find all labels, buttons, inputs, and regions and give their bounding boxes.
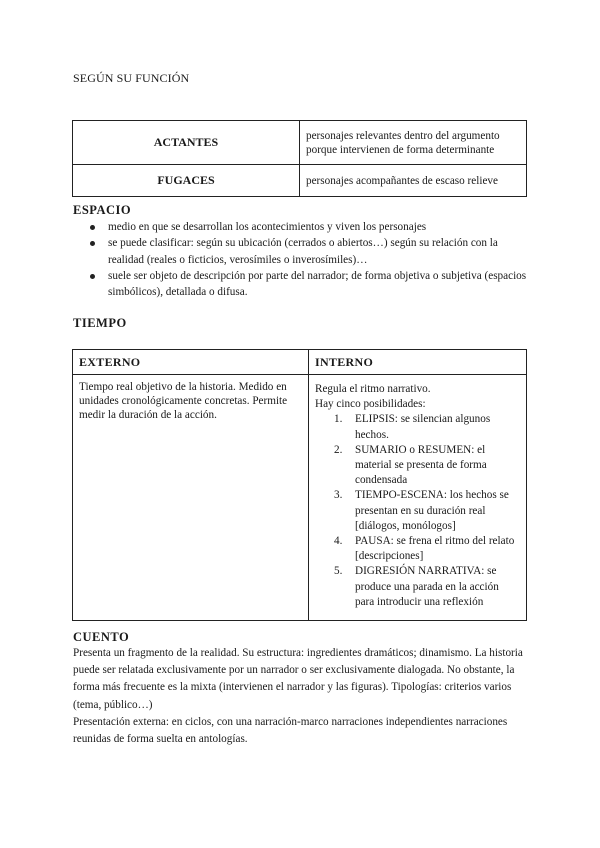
tiempo-heading: TIEMPO — [73, 316, 127, 330]
bullet-text: suele ser objeto de descripción por parte del narrador; de forma objetiva o subjetiva (espacios simbólicos), detallada o difusa. — [108, 269, 527, 299]
list-number: 4. — [334, 535, 343, 548]
column-header-externo: EXTERNO — [73, 350, 309, 375]
list-number: 5. — [334, 565, 343, 578]
column-header-interno: INTERNO — [309, 350, 527, 375]
bullet-icon — [90, 225, 95, 230]
list-item — [334, 443, 520, 489]
list-text: ELIPSIS: se silencian algunos hechos. — [355, 413, 491, 441]
table-row — [73, 165, 527, 197]
bullet-text: medio en que se desarrollan los acontecimientos y viven los personajes — [108, 221, 427, 233]
list-number: 2. — [334, 443, 343, 456]
list-number: 3. — [334, 489, 343, 502]
bullet-icon — [90, 241, 95, 246]
cuento-heading: CUENTO — [73, 630, 130, 644]
role-description: personajes relevantes dentro del argumento porque intervienen de forma determinante — [300, 121, 527, 165]
cuento-paragraph — [73, 645, 533, 748]
list-text: PAUSA: se frena el ritmo del relato [descripciones] — [355, 535, 515, 563]
interno-numbered-list — [315, 412, 520, 610]
list-item — [334, 534, 520, 564]
list-item — [90, 235, 530, 268]
espacio-bullet-list — [90, 219, 530, 300]
list-number: 1. — [334, 413, 343, 426]
table-row — [73, 375, 527, 621]
cuento-paragraph-1: Presenta un fragmento de la realidad. Su estructura: ingredientes dramáticos; dinamismo. La historia puede ser relatada exclusivamente por un narrador o ser exclusivamente dialogada. No obstante, la forma más frecuente es la mixta (intervienen el narrador y las figuras). Tipologías: criterios varios (tema, público…) — [73, 647, 523, 711]
list-item — [90, 268, 530, 301]
bullet-text: se puede clasificar: según su ubicación (cerrados o abiertos…) según su relación con la realidad (reales o ficticios, verosímiles o inverosímiles)… — [108, 237, 498, 266]
externo-cell — [73, 375, 309, 621]
espacio-heading: ESPACIO — [73, 203, 132, 217]
cuento-paragraph-2: Presentación externa: en ciclos, con una narración-marco narraciones independientes narraciones reunidas de forma suelta en antologías. — [73, 715, 508, 746]
list-text: TIEMPO-ESCENA: los hechos se presentan en su duración real [diálogos, monólogos] — [355, 489, 509, 532]
section-title: SEGÚN SU FUNCIÓN — [73, 71, 190, 85]
externo-text: Tiempo real objetivo de la historia. Medido en unidades cronológicamente concretas. Permite medir la duración de la acción. — [79, 381, 288, 421]
tiempo-table — [72, 349, 527, 621]
role-name: ACTANTES — [73, 121, 300, 165]
list-text: DIGRESIÓN NARRATIVA: se produce una parada en la acción para introducir una reflexión — [355, 565, 499, 608]
interno-cell — [309, 375, 527, 621]
list-item — [90, 219, 530, 235]
interno-line: Hay cinco posibilidades: — [315, 398, 426, 411]
list-item — [334, 564, 520, 610]
roles-table — [72, 120, 527, 197]
role-name: FUGACES — [73, 165, 300, 197]
list-item — [334, 488, 520, 534]
interno-line: Regula el ritmo narrativo. — [315, 383, 431, 395]
list-text: SUMARIO o RESUMEN: el material se presenta de forma condensada — [355, 443, 487, 487]
table-row — [73, 121, 527, 165]
table-header-row — [73, 350, 527, 375]
list-item — [334, 412, 520, 442]
role-description: personajes acompañantes de escaso relieve — [300, 165, 527, 197]
bullet-icon — [90, 274, 95, 279]
